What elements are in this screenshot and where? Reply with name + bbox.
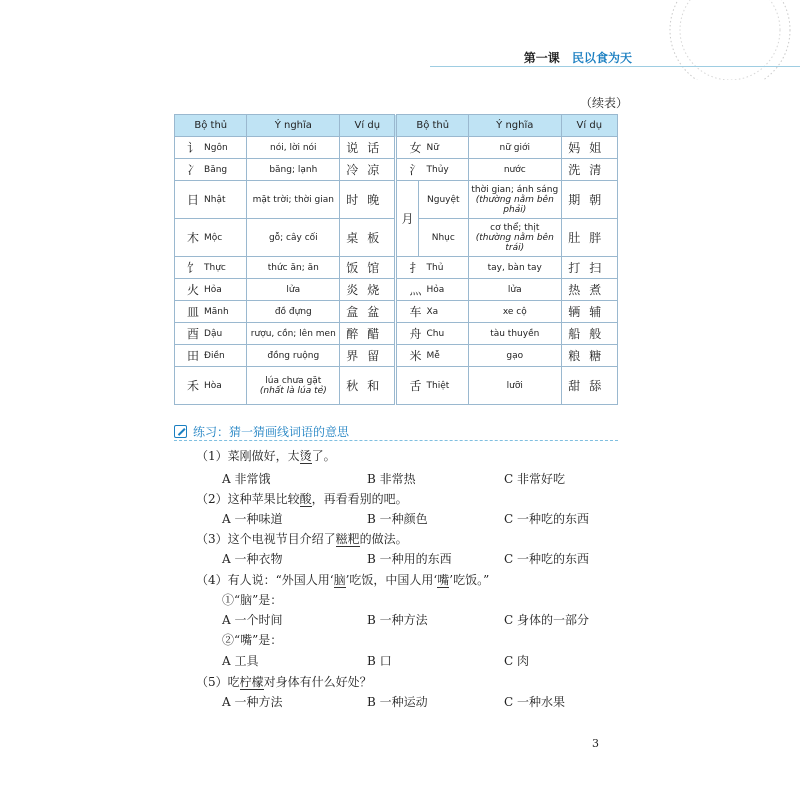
radical-glyph: 灬 xyxy=(409,283,422,297)
radical-name: Ngôn xyxy=(204,142,228,153)
examples: 船般 xyxy=(561,323,617,345)
question-text: 这个电视节目介绍了 xyxy=(227,532,336,546)
header-decoration xyxy=(560,0,800,80)
col-header: Bộ thủ xyxy=(175,115,247,137)
meaning-note: (thường nằm bên phải) xyxy=(475,194,554,215)
option-c[interactable]: C 肉 xyxy=(504,654,529,668)
meaning: gạo xyxy=(468,345,561,367)
question-number: （1） xyxy=(196,449,228,463)
question-text: 菜刚做好，太 xyxy=(227,449,300,463)
table-row xyxy=(175,137,618,159)
sub-question-1: ①“脑”是： xyxy=(222,593,283,607)
examples: 时晚 xyxy=(340,181,396,219)
underlined-word: 酸 xyxy=(299,492,312,506)
radical-name: Nhật xyxy=(204,194,226,205)
radical-name: Hỏa xyxy=(204,284,222,295)
radical-glyph: 氵 xyxy=(409,163,422,177)
underlined-word: 脑 xyxy=(333,573,346,587)
exercise-title-text: 练习：猜一猜画线词语的意思 xyxy=(193,425,350,439)
radical-glyph: 皿 xyxy=(187,305,200,319)
radical-glyph: 日 xyxy=(187,193,200,207)
question-number: （3） xyxy=(196,532,228,546)
option-b[interactable]: B 一种方法 xyxy=(367,613,428,627)
radical-glyph: 饣 xyxy=(187,261,200,275)
radical-name: Dậu xyxy=(204,328,223,339)
examples: 洗清 xyxy=(561,159,617,181)
meaning: tay, bàn tay xyxy=(468,257,561,279)
underlined-word: 烫 xyxy=(299,449,312,463)
radical-name: Thủ xyxy=(426,262,444,273)
radical-glyph: 冫 xyxy=(187,163,200,177)
examples: 粮糖 xyxy=(561,345,617,367)
radical-name: Nguyệt xyxy=(418,181,468,219)
examples: 肚胖 xyxy=(561,219,617,257)
radicals-table xyxy=(174,114,618,405)
radical-glyph: 木 xyxy=(187,231,200,245)
meaning: lưỡi xyxy=(468,367,561,405)
meaning-note: (thường nằm bên trái) xyxy=(475,232,554,253)
meaning: rượu, cồn; lên men xyxy=(247,323,340,345)
table-row xyxy=(175,257,618,279)
examples: 冷凉 xyxy=(340,159,396,181)
col-header: Bộ thủ xyxy=(396,115,468,137)
pencil-icon xyxy=(174,425,187,438)
meaning: nữ giới xyxy=(468,137,561,159)
option-b[interactable]: B 非常热 xyxy=(367,472,416,486)
radical-name: Xa xyxy=(426,306,439,317)
radical-glyph: 舟 xyxy=(409,327,422,341)
exercise-title xyxy=(174,423,349,440)
sub-question-2: ②“嘴”是： xyxy=(222,633,283,647)
meaning: đồng ruộng xyxy=(247,345,340,367)
question-1 xyxy=(196,447,336,464)
radical-name: Mộc xyxy=(204,232,223,243)
meaning: nước xyxy=(468,159,561,181)
radical-name: Thực xyxy=(204,262,226,273)
radical-glyph: 田 xyxy=(187,349,200,363)
meaning: thời gian; ánh sáng xyxy=(471,184,559,195)
option-a[interactable]: A 一种衣物 xyxy=(222,552,283,566)
option-a[interactable]: A 一种味道 xyxy=(222,512,283,526)
table-header-row xyxy=(175,115,618,137)
examples: 期朝 xyxy=(561,181,617,219)
option-a[interactable]: A 一个时间 xyxy=(222,613,283,627)
page-header xyxy=(524,49,632,66)
question-text: 吃 xyxy=(227,675,240,689)
radical-glyph: 车 xyxy=(409,305,422,319)
examples: 界留 xyxy=(340,345,396,367)
examples: 甜舔 xyxy=(561,367,617,405)
option-c[interactable]: C 一种吃的东西 xyxy=(504,512,589,526)
option-b[interactable]: B 一种用的东西 xyxy=(367,552,452,566)
chapter-label: 第一课 xyxy=(523,51,560,65)
meaning-note: (nhất là lúa tẻ) xyxy=(259,385,327,396)
radical-glyph: 米 xyxy=(409,349,422,363)
option-a[interactable]: A 工具 xyxy=(222,654,259,668)
meaning: tàu thuyền xyxy=(468,323,561,345)
radical-name: Điền xyxy=(204,350,225,361)
examples: 热煮 xyxy=(561,279,617,301)
meaning: gỗ; cây cối xyxy=(247,219,340,257)
radical-glyph: 火 xyxy=(187,283,200,297)
table-row xyxy=(175,279,618,301)
question-4 xyxy=(196,571,489,588)
continued-label: （续表） xyxy=(579,96,628,110)
examples: 辆辅 xyxy=(561,301,617,323)
table-row xyxy=(175,159,618,181)
radical-name: Thủy xyxy=(426,164,449,175)
table-row xyxy=(175,345,618,367)
option-c[interactable]: C 一种吃的东西 xyxy=(504,552,589,566)
radical-glyph: 酉 xyxy=(187,327,200,341)
question-number: （4） xyxy=(196,573,228,587)
table-row xyxy=(175,367,618,405)
table-row xyxy=(175,323,618,345)
col-header: Ví dụ xyxy=(340,115,396,137)
page-number: 3 xyxy=(592,737,599,750)
option-b[interactable]: B 一种运动 xyxy=(367,695,428,709)
option-a[interactable]: A 一种方法 xyxy=(222,695,283,709)
question-text: 这种苹果比较 xyxy=(227,492,300,506)
option-b[interactable]: B 口 xyxy=(367,654,392,668)
examples: 妈姐 xyxy=(561,137,617,159)
radical-name: Chu xyxy=(426,328,445,339)
examples: 盒盆 xyxy=(340,301,396,323)
radical-glyph: 讠 xyxy=(187,141,200,155)
question-text: 对身体有什么好处？ xyxy=(263,675,372,689)
meaning: cơ thể; thịt xyxy=(490,222,540,233)
exercise-divider xyxy=(174,440,618,441)
examples: 炎烧 xyxy=(340,279,396,301)
radical-name: Thiệt xyxy=(426,380,450,391)
underlined-word: 糍粑 xyxy=(335,532,360,546)
examples: 桌板 xyxy=(340,219,396,257)
option-c[interactable]: C 非常好吃 xyxy=(504,472,565,486)
examples: 饭馆 xyxy=(340,257,396,279)
meaning: xe cộ xyxy=(468,301,561,323)
radical-glyph: 舌 xyxy=(409,379,422,393)
question-text: 的做法。 xyxy=(359,532,408,546)
meaning: đồ đựng xyxy=(247,301,340,323)
option-c[interactable]: C 一种水果 xyxy=(504,695,565,709)
question-number: （5） xyxy=(196,675,228,689)
question-2 xyxy=(196,490,408,507)
radical-glyph: 女 xyxy=(409,141,422,155)
question-text: 有人说：“外国人用‘ xyxy=(227,573,334,587)
lesson-title: 民以食为天 xyxy=(571,51,632,65)
underlined-word: 嘴 xyxy=(437,573,450,587)
radical-name: Nhục xyxy=(418,219,468,257)
radical-name: Mãnh xyxy=(204,306,229,317)
meaning: lửa xyxy=(247,279,340,301)
col-header: Ý nghĩa xyxy=(468,115,561,137)
radical-name: Băng xyxy=(204,164,228,175)
question-5 xyxy=(196,673,372,690)
radical-name: Hỏa xyxy=(426,284,445,295)
question-number: （2） xyxy=(196,492,228,506)
examples: 打扫 xyxy=(561,257,617,279)
table-row xyxy=(175,181,618,219)
meaning: thức ăn; ăn xyxy=(247,257,340,279)
radical-glyph: 月 xyxy=(396,181,418,257)
examples: 醉醋 xyxy=(340,323,396,345)
question-text: ，再看看别的吧。 xyxy=(311,492,408,506)
table-row xyxy=(175,301,618,323)
radical-glyph: 禾 xyxy=(187,379,200,393)
meaning: lúa chưa gặt xyxy=(265,375,322,386)
meaning: băng; lạnh xyxy=(247,159,340,181)
col-header: Ý nghĩa xyxy=(247,115,340,137)
col-header: Ví dụ xyxy=(561,115,617,137)
question-text: ’吃饭，中国人用‘ xyxy=(345,573,438,587)
examples: 秋和 xyxy=(340,367,396,405)
radical-name: Nữ xyxy=(426,142,439,153)
option-b[interactable]: B 一种颜色 xyxy=(367,512,428,526)
examples: 说话 xyxy=(340,137,396,159)
question-text: 了。 xyxy=(311,449,336,463)
question-text: ’吃饭。” xyxy=(449,573,490,587)
underlined-word: 柠檬 xyxy=(239,675,264,689)
option-c[interactable]: C 身体的一部分 xyxy=(504,613,589,627)
radical-name: Mễ xyxy=(426,350,440,361)
meaning: lửa xyxy=(468,279,561,301)
header-rule xyxy=(430,66,800,67)
radical-glyph: 扌 xyxy=(409,261,422,275)
meaning: mặt trời; thời gian xyxy=(247,181,340,219)
meaning: nói, lời nói xyxy=(247,137,340,159)
option-a[interactable]: A 非常饿 xyxy=(222,472,271,486)
radical-name: Hòa xyxy=(204,380,222,391)
question-3 xyxy=(196,530,408,547)
